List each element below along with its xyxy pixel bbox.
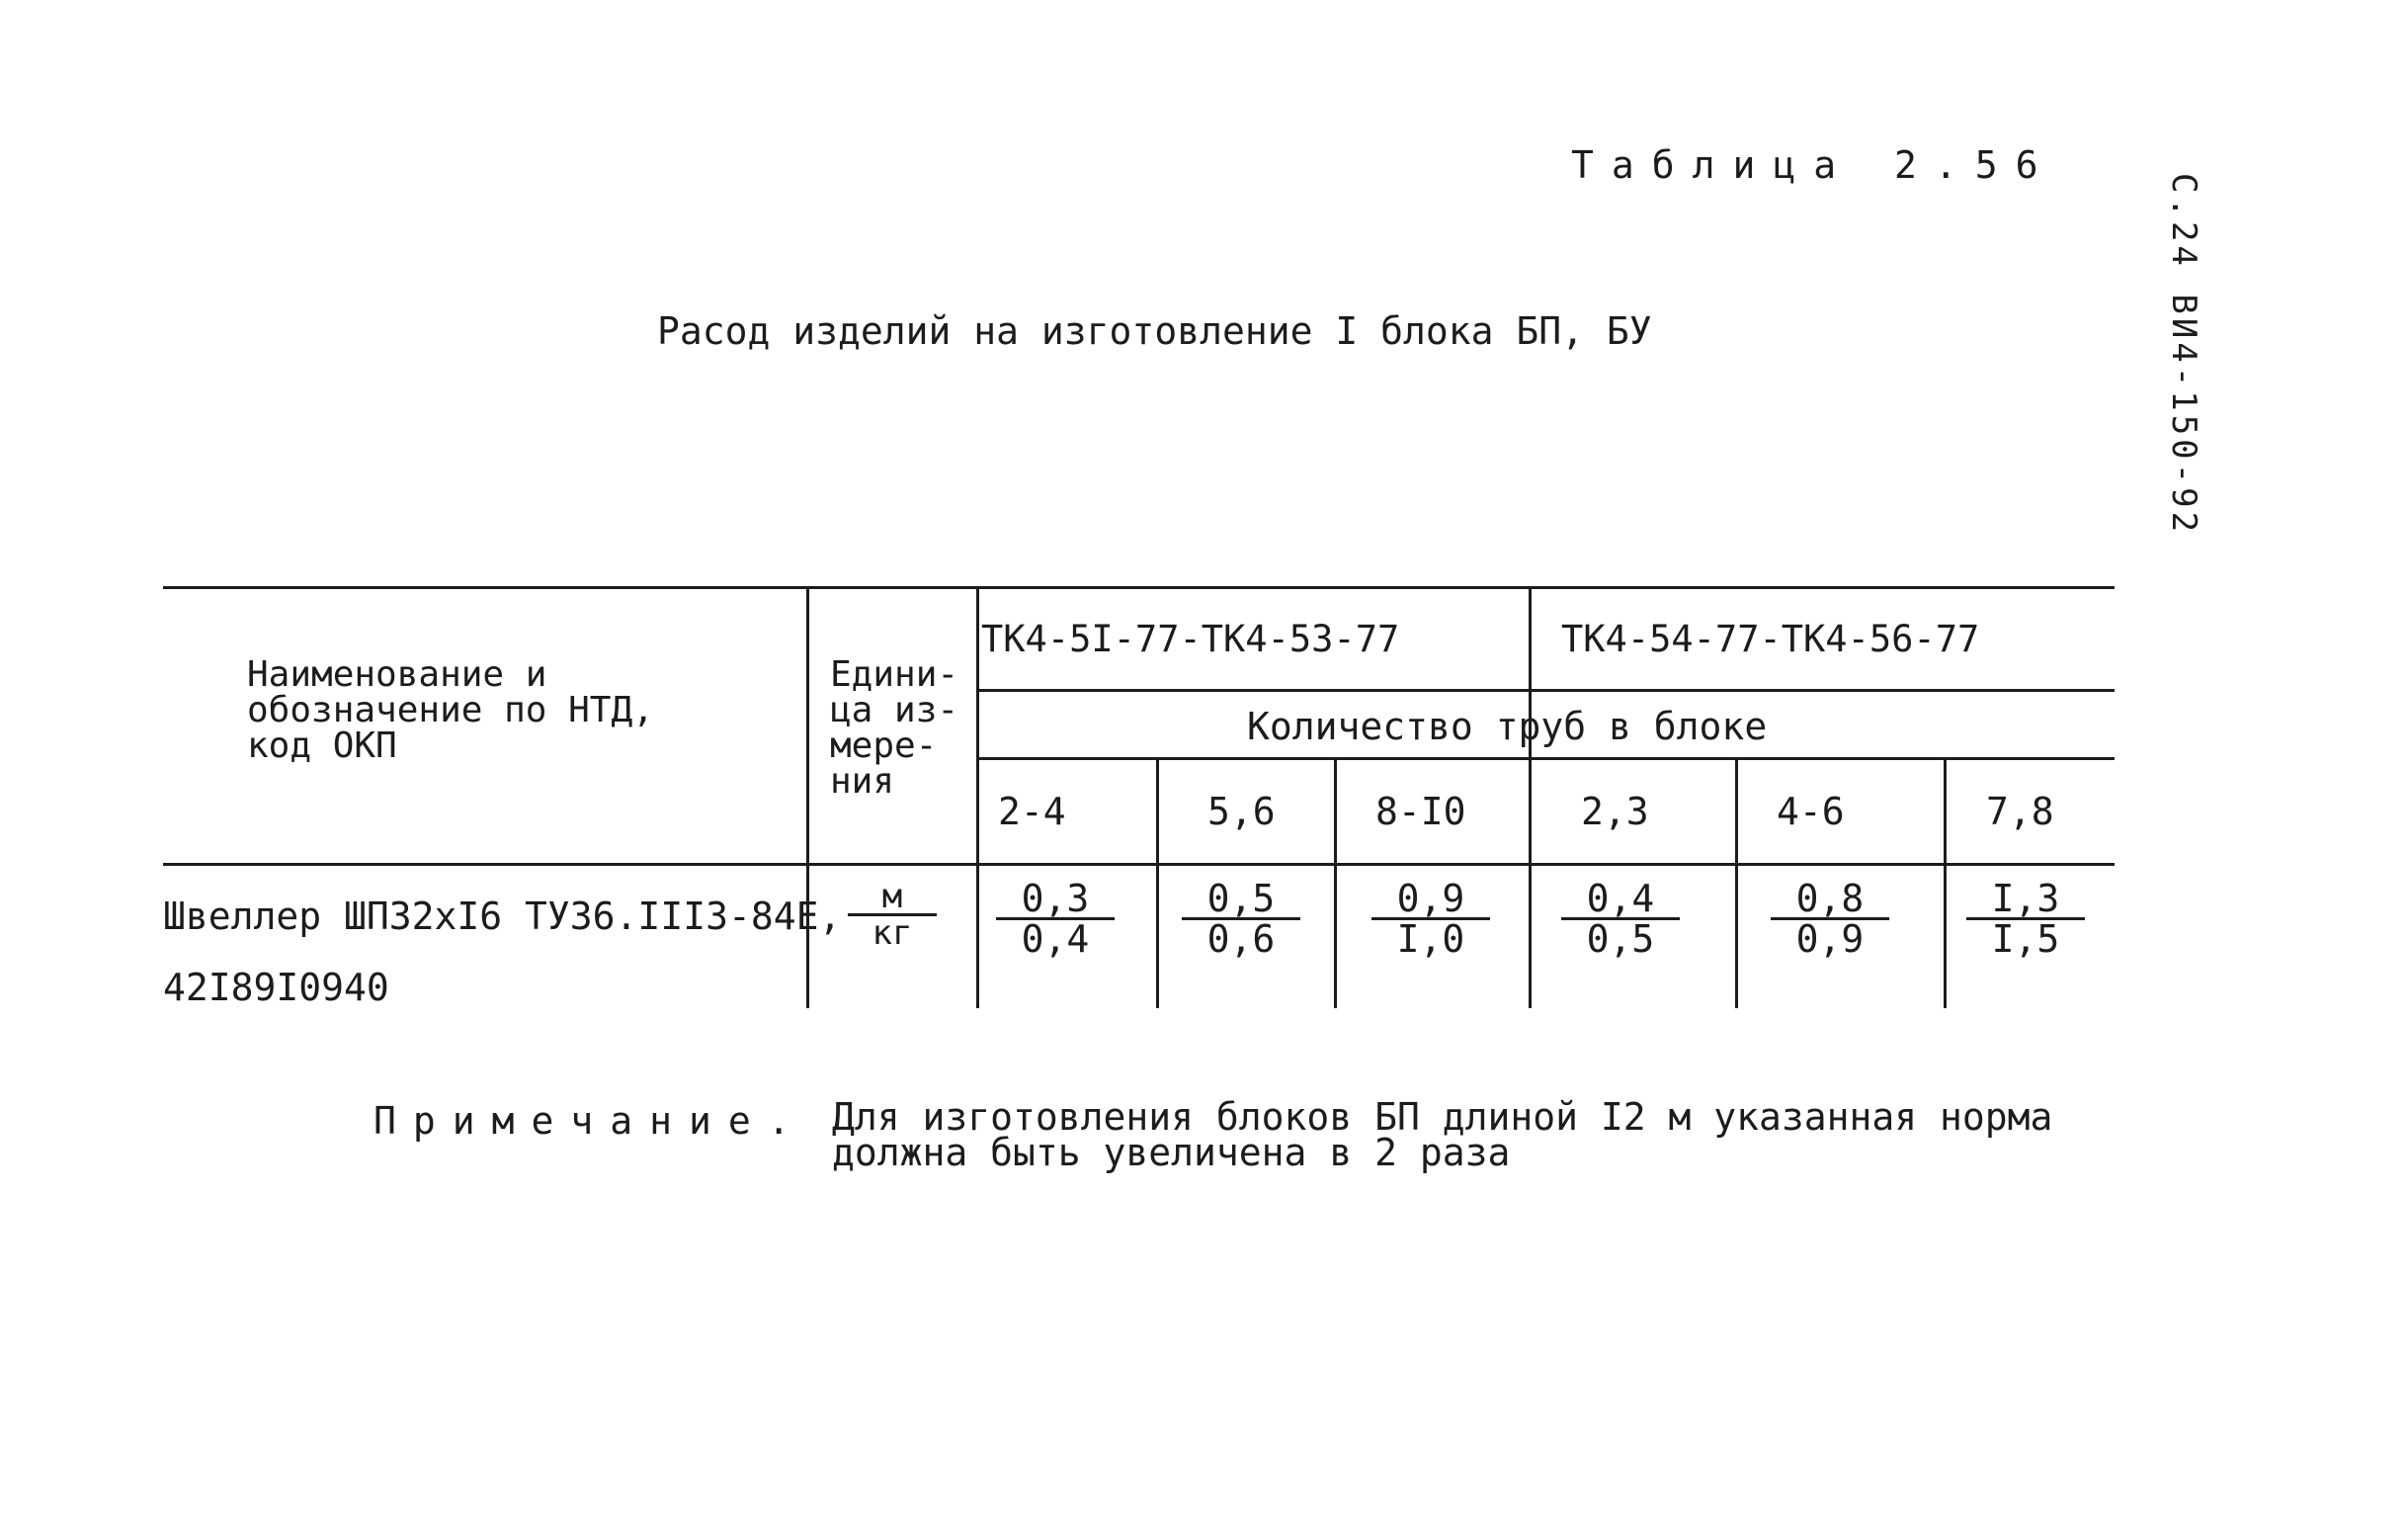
table-title: Расод изделий на изготовление I блока БП, БУ: [657, 309, 1652, 353]
table-top-border: [163, 586, 2115, 589]
column-header-5-6: 5,6: [1207, 790, 1276, 833]
row-item-code: 42I89I0940: [163, 966, 389, 1009]
group-header-divider: [976, 689, 2115, 692]
row-unit-fraction: [848, 877, 937, 953]
col-divider-2: [1334, 757, 1337, 1008]
column-header-2-4: 2-4: [998, 790, 1066, 833]
col-divider-1: [1156, 757, 1159, 1008]
value-cell-7-8: [1966, 877, 2085, 961]
value-cell-4-6: [1771, 877, 1889, 961]
col-divider-name-unit: [806, 586, 809, 1008]
unit-denominator: кг: [872, 913, 913, 953]
value-numerator: 0,4: [1561, 880, 1680, 920]
header-name-column: Наименование и обозначение по НТД, код ОКП: [247, 654, 654, 766]
value-denominator: 0,6: [1206, 917, 1276, 961]
value-cell-8-10: [1371, 877, 1490, 961]
column-header-2-3: 2,3: [1581, 790, 1649, 833]
value-denominator: 0,4: [1021, 917, 1090, 961]
document-code: С.24 ВИ4-150-92: [2164, 173, 2203, 537]
note-label: Примечание.: [374, 1099, 807, 1143]
column-header-7-8: 7,8: [1986, 790, 2054, 833]
unit-numerator: м: [848, 880, 937, 916]
row-item-name: Швеллер ШП32хI6 ТУ36.III3-84Е,: [163, 895, 842, 938]
value-denominator: I,5: [1991, 917, 2060, 961]
value-cell-2-4: [996, 877, 1115, 961]
value-numerator: 0,3: [996, 880, 1115, 920]
value-numerator: 0,9: [1371, 880, 1490, 920]
value-denominator: I,0: [1396, 917, 1465, 961]
value-numerator: 0,8: [1771, 880, 1889, 920]
header-unit-column: Едини-ца из-мере-ния: [830, 654, 959, 802]
table-number-label: Таблица 2.56: [1571, 143, 2056, 187]
value-numerator: I,3: [1966, 880, 2085, 920]
value-denominator: 0,9: [1795, 917, 1865, 961]
col-divider-5: [1944, 757, 1947, 1008]
header-bottom-border: [163, 863, 2115, 866]
value-cell-2-3: [1561, 877, 1680, 961]
group-header-2: ТК4-54-77-ТК4-56-77: [1561, 618, 1980, 660]
column-header-4-6: 4-6: [1777, 790, 1845, 833]
note-text: Для изготовления блоков БП длиной I2 м указанная норма должна быть увеличена в 2 раза: [832, 1095, 2053, 1174]
col-divider-groups: [1529, 586, 1532, 1008]
value-cell-5-6: [1182, 877, 1300, 961]
value-denominator: 0,5: [1586, 917, 1655, 961]
column-header-8-10: 8-I0: [1375, 790, 1466, 833]
col-divider-4: [1735, 757, 1738, 1008]
value-numerator: 0,5: [1182, 880, 1300, 920]
subheader-pipe-count: Количество труб в блоке: [1247, 705, 1768, 748]
group-header-1: ТК4-5I-77-ТК4-53-77: [981, 618, 1400, 660]
